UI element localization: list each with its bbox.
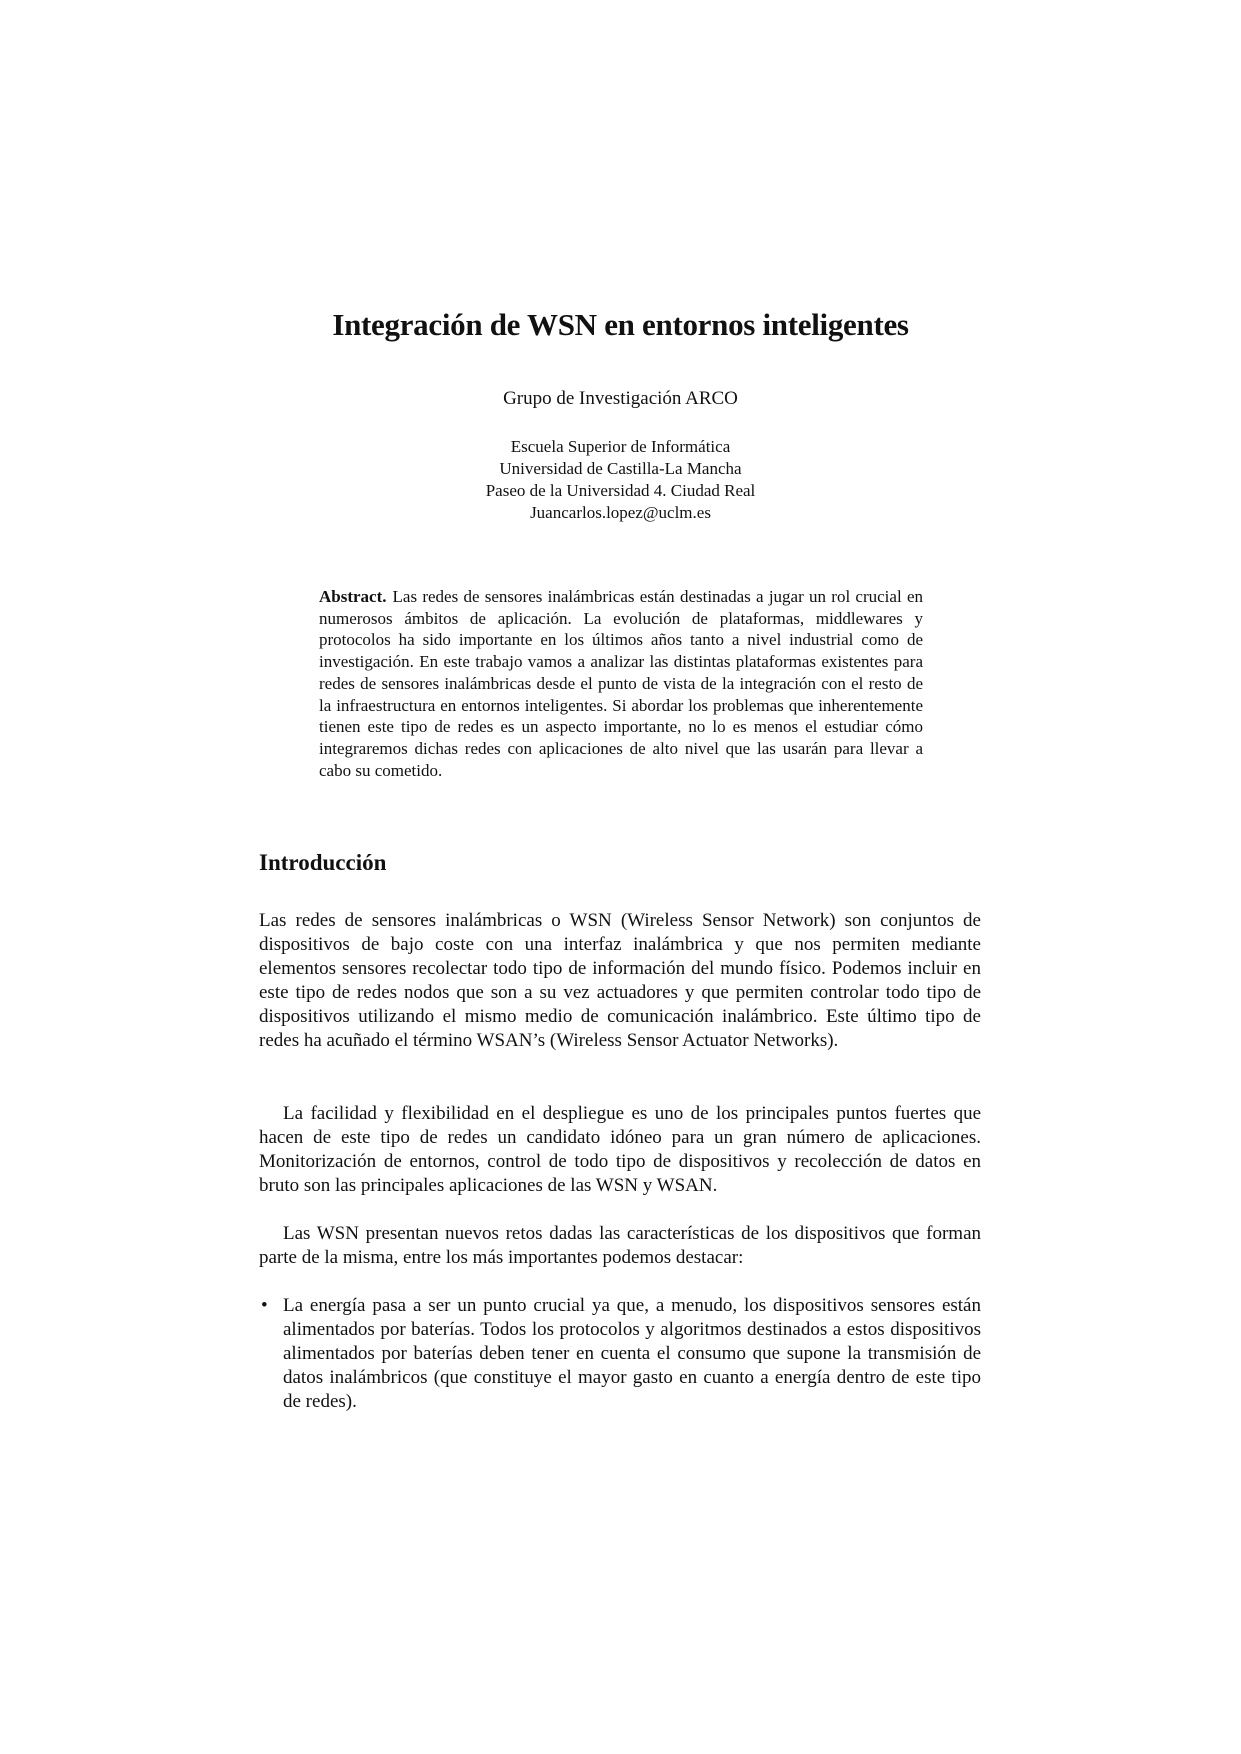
research-group: Grupo de Investigación ARCO — [503, 388, 738, 409]
abstract — [319, 586, 923, 781]
intro-paragraph-2: La facilidad y flexibilidad en el despliegue es uno de los principales puntos fuertes que hacen de este tipo de redes un candidato idóneo para un gran número de aplicaciones. Monitorización de entornos, control de todo tipo de dispositivos y recolección de datos en bruto son las principales aplicaciones de las WSN y WSAN. — [259, 1103, 981, 1196]
affiliation-email: Juancarlos.lopez@uclm.es — [530, 503, 711, 522]
section-heading-introduccion: Introducción — [259, 850, 387, 875]
bullet-marker: • — [261, 1295, 268, 1316]
author-affiliation — [0, 436, 1241, 524]
intro-paragraph-3: Las WSN presentan nuevos retos dadas las características de los dispositivos que forman parte de la misma, entre los más importantes podemos destacar: — [259, 1223, 981, 1268]
affiliation-university: Universidad de Castilla-La Mancha — [499, 459, 742, 478]
bullet-text: La energía pasa a ser un punto crucial ya que, a menudo, los dispositivos sensores están alimentados por baterías. Todos los protocolos y algoritmos destinados a estos dispositivos alimentados por baterías deben tener en cuenta el consumo que supone la transmisión de datos inalámbricos (que constituye el mayor gasto en cuanto a energía dentro de este tipo de redes). — [283, 1295, 981, 1412]
abstract-text: Las redes de sensores inalámbricas están destinadas a jugar un rol crucial en numerosos ámbitos de aplicación. La evolución de plataformas, middlewares y protocolos ha sido importante en los últimos años tanto a nivel industrial como de investigación. En este trabajo vamos a analizar las distintas plataformas existentes para redes de sensores inalámbricas desde el punto de vista de la integración con el resto de la infraestructura en entornos inteligentes. Si abordar los problemas que inherentemente tienen este tipo de redes es un aspecto importante, no lo es menos el estudiar cómo integraremos dichas redes con aplicaciones de alto nivel que las usarán para llevar a cabo su cometido. — [319, 587, 923, 780]
abstract-label: Abstract. — [319, 587, 387, 606]
intro-paragraph-1: Las redes de sensores inalámbricas o WSN (Wireless Sensor Network) son conjuntos de dispositivos de bajo coste con una interfaz inalámbrica y que nos permiten mediante elementos sensores recolectar todo tipo de información del mundo físico. Podemos incluir en este tipo de redes nodos que son a su vez actuadores y que permiten controlar todo tipo de dispositivos utilizando el mismo medio de comunicación inalámbrico. Este último tipo de redes ha acuñado el término WSAN’s (Wireless Sensor Actuator Networks). — [259, 910, 981, 1051]
affiliation-address: Paseo de la Universidad 4. Ciudad Real — [485, 481, 756, 500]
affiliation-school: Escuela Superior de Informática — [510, 437, 731, 456]
paper-title: Integración de WSN en entornos inteligentes — [332, 307, 909, 342]
list-item — [259, 1294, 981, 1414]
challenges-list — [259, 1294, 981, 1414]
